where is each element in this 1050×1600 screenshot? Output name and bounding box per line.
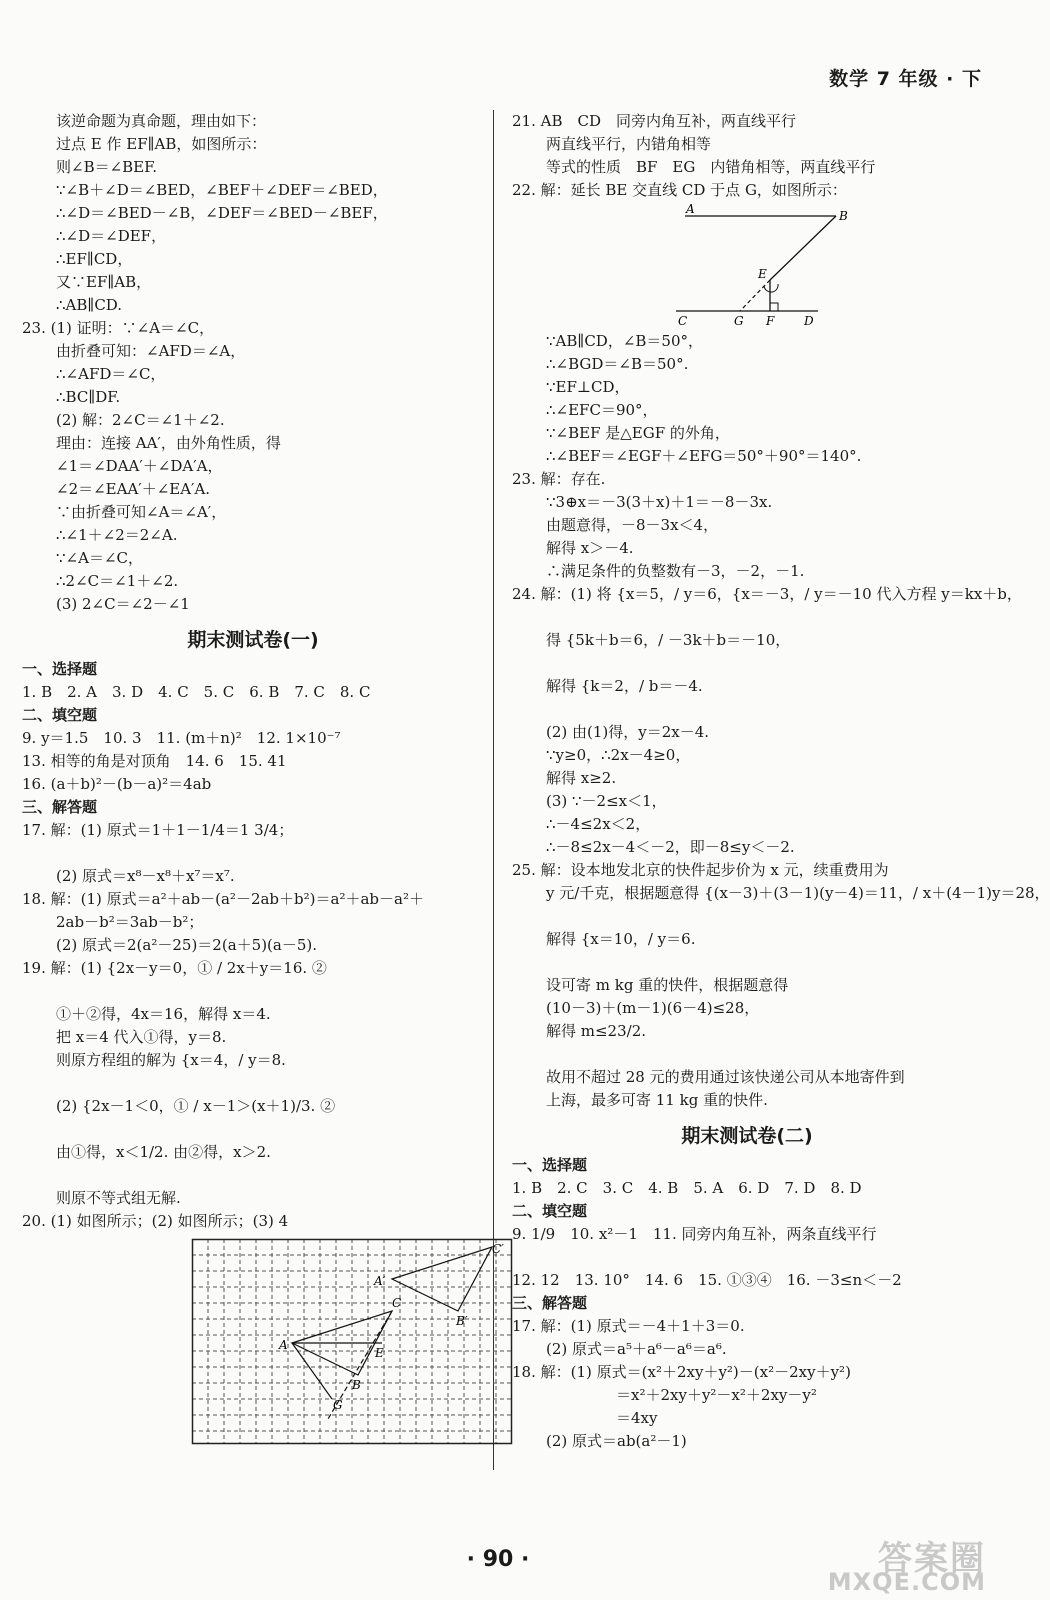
text-line: 解得 x≥2. <box>546 769 617 787</box>
text-line: 等式的性质 BF EG 内错角相等，两直线平行 <box>546 158 876 176</box>
exam1-solve-line: 由①得，x＜1/2. 由②得，x＞2. <box>56 1143 271 1161</box>
text-line: ∴∠BGD＝∠B＝50°. <box>546 355 689 373</box>
fig-label-d: D <box>804 314 814 328</box>
page-header: 数学 7 年级 · 下 <box>829 68 982 90</box>
label-c: C <box>392 1296 402 1310</box>
exam2-solve-line: 18. 解：(1) 原式＝(x²＋2xy＋y²)－(x²－2xy＋y²) <box>512 1363 851 1381</box>
text-line: ∠1＝∠DAA′＋∠DA′A， <box>56 457 223 475</box>
exam1-solve-line: 17. 解：(1) 原式＝1＋1－1/4＝1 3/4； <box>22 821 294 839</box>
label-g: G <box>333 1398 343 1412</box>
exam2-solve-line: (2) 原式＝a⁵＋a⁶－a⁶＝a⁶. <box>546 1340 727 1358</box>
text-line: 该逆命题为真命题，理由如下： <box>56 112 267 130</box>
text-line: ∵AB∥CD，∠B＝50°， <box>546 332 704 350</box>
left-column <box>22 110 504 1450</box>
label-b-prime: B′ <box>456 1314 468 1328</box>
exam1-fill-heading: 二、填空题 <box>22 706 98 724</box>
text-line: ∴∠D＝∠DEF， <box>56 227 167 245</box>
watermark-text: 答案圈 <box>878 1539 986 1579</box>
right-column <box>512 110 1050 1453</box>
text-line: ∴∠AFD＝∠C， <box>56 365 166 383</box>
question-24: 24. 解：(1) 将 {x＝5，/ y＝6，{x＝－3，/ y＝－10 代入方程 y＝kx＋b， <box>512 585 1022 603</box>
text-line: ∴AB∥CD. <box>56 296 123 314</box>
text-line: 理由：连接 AA′，由外角性质，得 <box>56 434 281 452</box>
label-a: A <box>279 1338 288 1352</box>
exam1-solve-line: (2) 原式＝2(a²－25)＝2(a＋5)(a－5). <box>56 936 317 954</box>
text-line: ∴2∠C＝∠1＋∠2. <box>56 572 179 590</box>
exam2-solve-line: ＝x²＋2xy＋y²－x²＋2xy－y² <box>616 1386 817 1404</box>
text-line: (2) 解：2∠C＝∠1＋∠2. <box>56 411 225 429</box>
exam1-fill-line: 9. y＝1.5 10. 3 11. (m＋n)² 12. 1×10⁻⁷ <box>22 729 341 747</box>
text-line: (2) 由(1)得，y＝2x－4. <box>546 723 710 741</box>
line-eg-dashed <box>740 280 770 311</box>
text-line: 设可寄 m kg 重的快件，根据题意得 <box>546 976 789 994</box>
exam1-solve-line: 20. (1) 如图所示；(2) 如图所示；(3) 4 <box>22 1212 289 1230</box>
right-angle-mark <box>770 303 778 311</box>
text-line: (10－3)＋(m－1)(6－4)≤28， <box>546 999 760 1017</box>
exam1-title: 期末测试卷(一) <box>187 629 319 651</box>
text-line: 解得 {k＝2，/ b＝－4. <box>546 677 703 695</box>
fig-label-g: G <box>734 314 744 328</box>
text-line: (3) 2∠C＝∠2－∠1 <box>56 595 190 613</box>
exam1-solve-line: 则原不等式组无解. <box>56 1189 181 1207</box>
angle-arc <box>764 284 778 292</box>
text-line: 解得 {x＝10，/ y＝6. <box>546 930 696 948</box>
question-23: 23. 解：存在. <box>512 470 606 488</box>
exam1-choice-heading: 一、选择题 <box>22 660 98 678</box>
label-c-prime: C′ <box>492 1242 504 1256</box>
label-e: E <box>375 1346 384 1360</box>
text-line: 解得 m≤23/2. <box>546 1022 647 1040</box>
question-21: 21. AB CD 同旁内角互补，两直线平行 <box>512 112 796 130</box>
text-line: ∠2＝∠EAA′＋∠EA′A. <box>56 480 211 498</box>
exam1-solve-line: 18. 解：(1) 原式＝a²＋ab－(a²－2ab＋b²)＝a²＋ab－a²＋ <box>22 890 424 908</box>
label-b: B <box>352 1378 361 1392</box>
fig-label-b: B <box>839 209 848 223</box>
text-line: ∴∠1＋∠2＝2∠A. <box>56 526 178 544</box>
exam2-solve-heading: 三、解答题 <box>512 1294 588 1312</box>
label-a-prime: A′ <box>374 1274 386 1288</box>
text-line: 解得 x＞－4. <box>546 539 634 557</box>
fig-label-c: C <box>678 314 688 328</box>
text-line: 过点 E 作 EF∥AB，如图所示： <box>56 135 267 153</box>
text-line: ∵3⊕x＝－3(3＋x)＋1＝－8－3x. <box>546 493 773 511</box>
text-line: 由折叠可知：∠AFD＝∠A， <box>56 342 246 360</box>
text-line: 得 {5k＋b＝6，/ －3k＋b＝－10， <box>546 631 791 649</box>
text-line: 又∵EF∥AB， <box>56 273 152 291</box>
page-number: · 90 · <box>466 1547 530 1572</box>
exam1-solve-line: (2) 原式＝x⁸－x⁸＋x⁷＝x⁷. <box>56 867 235 885</box>
question-22: 22. 解：延长 BE 交直线 CD 于点 G，如图所示： <box>512 181 847 199</box>
text-line: ∴∠EFC＝90°， <box>546 401 658 419</box>
exam2-solve-line: (2) 原式＝ab(a²－1) <box>546 1432 687 1450</box>
text-line: 由题意得，－8－3x＜4， <box>546 516 719 534</box>
exam2-fill-line: 12. 12 13. 10° 14. 6 15. ①③④ 16. －3≤n＜－2 <box>512 1271 902 1289</box>
exam1-fill-line: 13. 相等的角是对顶角 14. 6 15. 41 <box>22 752 287 770</box>
text-line: y 元/千克，根据题意得 {(x－3)＋(3－1)(y－4)＝11，/ x＋(4－1)y＝28， <box>546 884 1050 902</box>
question-23: 23. (1) 证明：∵∠A＝∠C， <box>22 319 215 337</box>
exam2-solve-line: ＝4xy <box>616 1409 658 1427</box>
text-line: 则∠B＝∠BEF. <box>56 158 157 176</box>
text-line: ∵∠B＋∠D＝∠BED，∠BEF＋∠DEF＝∠BED， <box>56 181 388 199</box>
text-line: 上海，最多可寄 11 kg 重的快件. <box>546 1091 768 1109</box>
exam2-solve-line: 17. 解：(1) 原式＝－4＋1＋3＝0. <box>512 1317 745 1335</box>
exam1-solve-line: (2) {2x－1＜0，① / x－1＞(x＋1)/3. ② <box>56 1097 336 1115</box>
watermark-url: MXQE.COM <box>827 1568 986 1596</box>
line-be <box>770 216 836 280</box>
exam2-choice-heading: 一、选择题 <box>512 1156 588 1174</box>
text-line: ∴－4≤2x＜2， <box>546 815 651 833</box>
exam1-solve-line: ①＋②得，4x＝16，解得 x＝4. <box>56 1005 271 1023</box>
exam1-solve-line: 把 x＝4 代入①得，y＝8. <box>56 1028 227 1046</box>
text-line: ∴∠BEF＝∠EGF＋∠EFG＝50°＋90°＝140°. <box>546 447 862 465</box>
exam1-solve-line: 2ab－b²＝3ab－b²； <box>56 913 204 931</box>
exam2-choice-answers: 1. B 2. C 3. C 4. B 5. A 6. D 7. D 8. D <box>512 1179 862 1197</box>
text-line: ∴∠D＝∠BED－∠B，∠DEF＝∠BED－∠BEF， <box>56 204 388 222</box>
exam2-title: 期末测试卷(二) <box>681 1125 813 1147</box>
text-line: ∵∠BEF 是△EGF 的外角， <box>546 424 730 442</box>
text-line: 两直线平行，内错角相等 <box>546 135 712 153</box>
grid-figure <box>192 1239 512 1444</box>
text-line: ∴满足条件的负整数有－3，－2，－1. <box>546 562 805 580</box>
parallel-lines-figure <box>590 202 910 328</box>
exam1-choice-answers: 1. B 2. A 3. D 4. C 5. C 6. B 7. C 8. C <box>22 683 371 701</box>
text-line: (3) ∵－2≤x＜1， <box>546 792 667 810</box>
text-line: ∵∠A＝∠C， <box>56 549 143 567</box>
text-line: 故用不超过 28 元的费用通过该快递公司从本地寄件到 <box>546 1068 905 1086</box>
triangle-abc-prime <box>392 1247 492 1311</box>
text-line: ∵由折叠可知∠A＝∠A′， <box>56 503 227 521</box>
text-line: ∴EF∥CD， <box>56 250 133 268</box>
exam2-fill-heading: 二、填空题 <box>512 1202 588 1220</box>
fig-label-e: E <box>758 267 767 281</box>
text-line: ∵y≥0，∴2x－4≥0， <box>546 746 691 764</box>
fig-label-f: F <box>766 314 775 328</box>
watermark-logo <box>827 1539 986 1596</box>
text-line: ∴BC∥DF. <box>56 388 121 406</box>
text-line: ∴－8≤2x－4＜－2，即－8≤y＜－2. <box>546 838 795 856</box>
exam2-fill-line: 9. 1/9 10. x²－1 11. 同旁内角互补，两条直线平行 <box>512 1225 877 1243</box>
exam1-solve-heading: 三、解答题 <box>22 798 98 816</box>
question-25: 25. 解：设本地发北京的快件起步价为 x 元，续重费用为 <box>512 861 889 879</box>
exam1-solve-line: 则原方程组的解为 {x＝4，/ y＝8. <box>56 1051 286 1069</box>
fig-label-a: A <box>686 202 695 216</box>
exam1-solve-line: 19. 解：(1) {2x－y＝0，① / 2x＋y＝16. ② <box>22 959 327 977</box>
text-line: ∵EF⊥CD， <box>546 378 630 396</box>
exam1-fill-line: 16. (a＋b)²－(b－a)²＝4ab <box>22 775 212 793</box>
